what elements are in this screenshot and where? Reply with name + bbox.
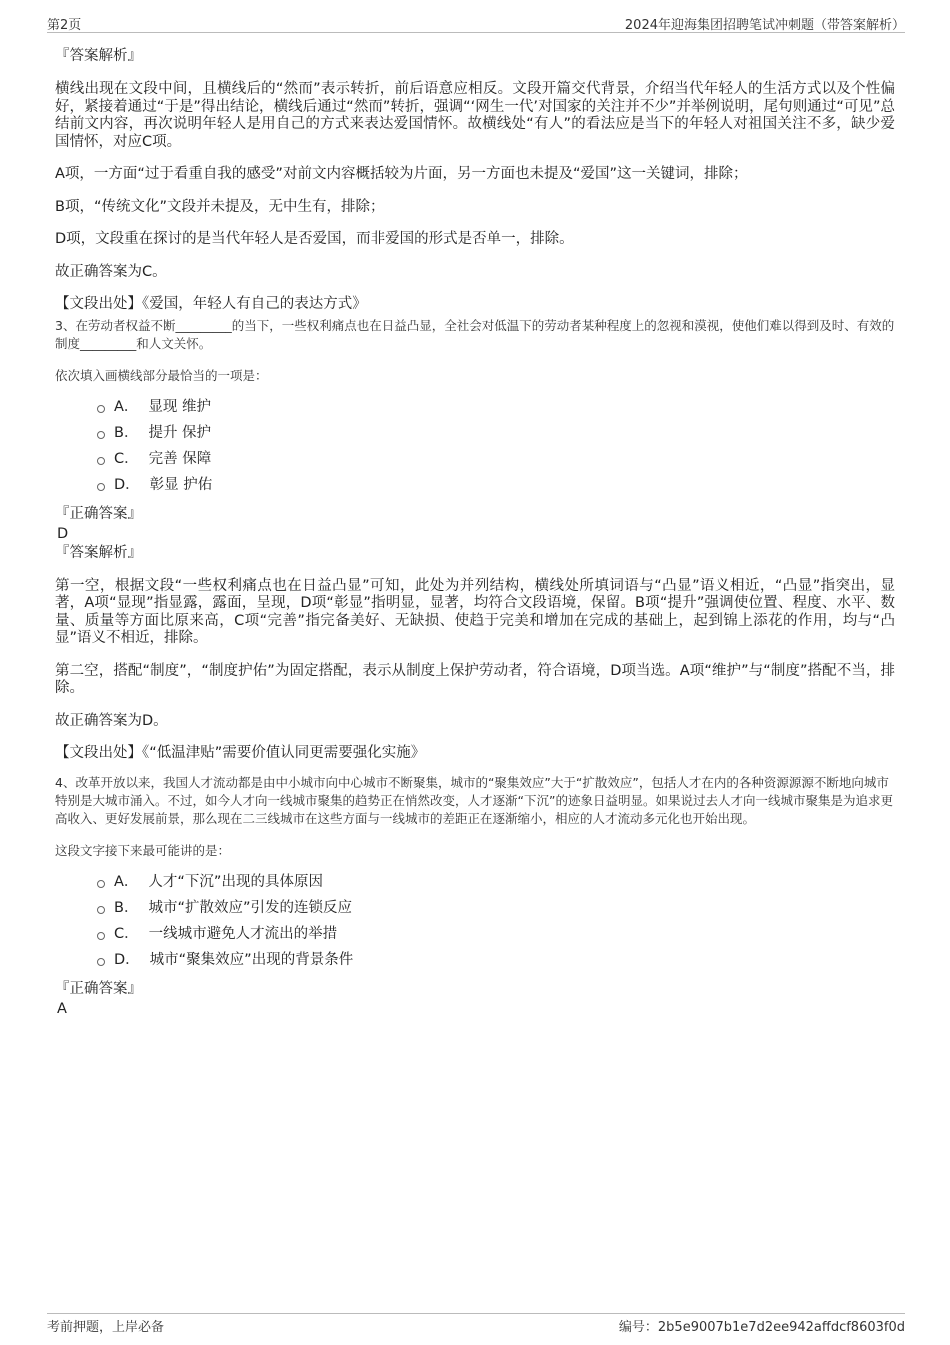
question-3-prompt: 依次填入画横线部分最恰当的一项是：	[55, 367, 268, 383]
option-a[interactable]: A． 人才“下沉”出现的具体原因	[97, 869, 895, 895]
radio-icon[interactable]	[97, 932, 105, 940]
option-c[interactable]: C． 一线城市避免人才流出的举措	[97, 921, 895, 947]
question-4-options	[97, 869, 895, 973]
analysis-paragraph: 横线出现在文段中间，且横线后的“然而”表示转折，前后语意应相反。文段开篇交代背景，介绍当代年轻人的生活方式以及个性偏好，紧接着通过“于是”得出结论，横线后通过“然而”转折，强调“‘网生一代’对国家的关注并不少”并举例说明，尾句则通过“可见”总结前文内容，再次说明年轻人是用自己的方式来表达爱国情怀。故横线处“有人”的看法应是当下的年轻人对祖国关注不多，缺少爱国情怀，对应C项。	[55, 81, 895, 150]
question-4-prompt: 这段文字接下来最可能讲的是：	[55, 842, 231, 858]
analysis-label: 『答案解析』	[55, 544, 142, 561]
radio-icon[interactable]	[97, 431, 105, 439]
correct-answer-label: 『正确答案』	[55, 980, 142, 997]
page-header	[47, 12, 905, 33]
analysis-paragraph: D项，文段重在探讨的是当代年轻人是否爱国，而非爱国的形式是否单一，排除。	[55, 231, 574, 247]
page-footer	[47, 1313, 905, 1336]
correct-answer: A	[57, 1000, 67, 1017]
radio-icon[interactable]	[97, 457, 105, 465]
correct-answer-label: 『正确答案』	[55, 505, 142, 522]
analysis-label: 『答案解析』	[55, 48, 142, 64]
document-title: 2024年迎海集团招聘笔试冲刺题（带答案解析）	[624, 18, 905, 33]
footer-slogan: 考前押题，上岸必备	[47, 1320, 165, 1335]
correct-answer: D	[57, 525, 69, 542]
option-b[interactable]: B． 城市“扩散效应”引发的连锁反应	[97, 895, 895, 921]
radio-icon[interactable]	[97, 405, 105, 413]
option-c[interactable]: C． 完善 保障	[97, 446, 895, 472]
analysis-paragraph: 第二空，搭配“制度”，“制度护佑”为固定搭配，表示从制度上保护劳动者，符合语境，D项当选。A项“维护”与“制度”搭配不当，排除。	[55, 662, 895, 696]
conclusion: 故正确答案为C。	[55, 263, 167, 280]
option-a[interactable]: A． 显现 维护	[97, 394, 895, 420]
analysis-paragraph: 第一空，根据文段“一些权利痛点也在日益凸显”可知，此处为并列结构，横线处所填词语与“凸显”语义相近，“凸显”指突出，显著，A项“显现”指显露，露面，呈现，D项“彰显”指明显，显著，均符合文段语境，保留。B项“提升”强调使位置、程度、水平、数量、质量等方面比原来高，C项“完善”指完备美好、无缺损、使趋于完美和增加在完成的基础上，起到锦上添花的作用，均与“凸显”语义不相近，排除。	[55, 577, 895, 646]
radio-icon[interactable]	[97, 906, 105, 914]
page-content	[55, 44, 895, 1018]
radio-icon[interactable]	[97, 880, 105, 888]
question-3-stem: 3、在劳动者权益不断_________的当下，一些权利痛点也在日益凸显，全社会对低温下的劳动者某种程度上的忽视和漠视，使他们难以得到及时、有效的制度_________和人文关怀。	[55, 317, 895, 351]
question-4-stem: 4、改革开放以来，我国人才流动都是由中小城市向中心城市不断聚集，城市的“聚集效应”大于“扩散效应”，包括人才在内的各种资源源源不断地向城市特别是大城市涌入。不过，如今人才向一线城市聚集的趋势正在悄然改变，人才逐渐“下沉”的迹象日益明显。如果说过去人才向一线城市聚集是为追求更高收入、更好发展前景，那么现在二三线城市在这些方面与一线城市的差距正在逐渐缩小，相应的人才流动多元化也开始出现。	[55, 774, 893, 826]
option-d[interactable]: D． 彰显 护佑	[97, 472, 895, 498]
page-number: 第2页	[47, 18, 82, 33]
radio-icon[interactable]	[97, 483, 105, 491]
analysis-paragraph: A项，一方面“过于看重自我的感受”对前文内容概括较为片面，另一方面也未提及“爱国”这一关键词，排除；	[55, 166, 748, 182]
radio-icon[interactable]	[97, 958, 105, 966]
source-citation: 【文段出处】《爱国，年轻人有自己的表达方式》	[55, 296, 367, 312]
document-code: 编号：2b5e9007b1e7d2ee942affdcf8603f0d	[618, 1320, 905, 1335]
conclusion: 故正确答案为D。	[55, 712, 168, 729]
analysis-paragraph: B项，“传统文化”文段并未提及，无中生有，排除；	[55, 198, 385, 215]
option-b[interactable]: B． 提升 保护	[97, 420, 895, 446]
source-citation: 【文段出处】《“低温津贴”需要价值认同更需要强化实施》	[55, 745, 426, 761]
option-d[interactable]: D． 城市“聚集效应”出现的背景条件	[97, 947, 895, 973]
question-3-options	[97, 394, 895, 498]
